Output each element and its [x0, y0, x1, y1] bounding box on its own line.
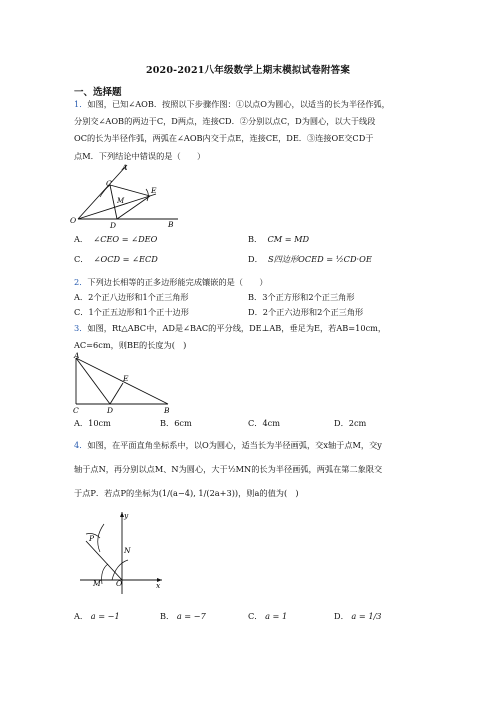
section-heading: 一、选择题	[74, 87, 122, 98]
q4-option-d: D． a = 1/3	[334, 611, 382, 621]
q1-line-1: 如图，已知∠AOB．按照以下步骤作图：①以点O为圆心，以适当的长为半径作弧，	[87, 99, 390, 109]
q3-option-c: C．4cm	[248, 418, 281, 428]
question-2-number: 2．	[74, 277, 88, 287]
q2-option-c: C．1个正五边形和1个正十边形	[74, 307, 189, 317]
q1-label-M: M	[117, 197, 125, 205]
q1-line-2: 分别交∠AOB的两边于C，D两点，连接CD．②分别以点C，D为圆心，以大于线段	[74, 116, 376, 127]
q1-figure	[70, 163, 190, 231]
q4-option-a: A． a = −1	[74, 611, 120, 621]
q1-line-4: 点M．下列结论中错误的是（ ）	[74, 150, 206, 161]
question-1-number: 1．	[74, 99, 88, 109]
q4-option-b: B． a = −7	[160, 611, 206, 621]
q3-label-A: A	[74, 352, 80, 360]
q4-label-O: O	[116, 579, 123, 588]
q4-label-x: x	[156, 581, 161, 590]
q3-label-B: B	[164, 406, 170, 415]
q1-line-3: OC的长为半径作弧，两弧在∠AOB内交于点E，连接CE，DE．③连接OE交CD于	[74, 133, 374, 144]
q1-option-b: B． CM = MD	[248, 234, 310, 244]
q3-label-C: C	[73, 406, 79, 415]
q1-label-D: D	[110, 221, 117, 230]
question-4-number: 4．	[74, 440, 88, 450]
q4-option-c: C． a = 1	[248, 611, 288, 621]
q3-label-E: E	[123, 374, 129, 383]
q1-option-a: A． ∠CEO = ∠DEO	[74, 234, 158, 244]
question-1-stem	[74, 96, 426, 165]
q1-option-d: D． S四边形OCED = ½CD·OE	[248, 254, 372, 264]
q3-option-b: B．6cm	[160, 418, 192, 428]
q3-option-a: A．10cm	[74, 418, 111, 428]
q3-figure	[70, 352, 180, 416]
q4-label-M: M	[93, 579, 101, 588]
q2-option-a: A．2个正八边形和1个正三角形	[74, 292, 189, 302]
page-title: 2020-2021八年级数学上期末模拟试卷附答案	[145, 65, 351, 76]
q2-option-d: D．2个正六边形和2个正三角形	[248, 307, 364, 317]
q4-label-y: y	[124, 511, 129, 520]
q1-label-O: O	[70, 216, 77, 225]
q1-label-B: B	[168, 220, 174, 229]
q1-label-A: A	[122, 163, 128, 172]
q2-option-b: B．3个正方形和2个正三角形	[248, 292, 355, 302]
question-2-stem: 2．下列边长相等的正多边形能完成镶嵌的是（ ）	[74, 277, 268, 287]
q3-option-d: D．2cm	[334, 418, 367, 428]
q4-label-N: N	[124, 546, 131, 555]
q1-label-C: C	[106, 179, 112, 188]
question-3-number: 3．	[74, 323, 88, 333]
q3-label-D: D	[107, 406, 114, 415]
q1-option-c: C． ∠OCD = ∠ECD	[74, 254, 158, 264]
q4-label-P: P	[89, 534, 95, 543]
question-3-stem: 3．如图，Rt△ABC中，AD是∠BAC的平分线，DE⊥AB，垂足为E，若AB=10cm， AC=6cm，则BE的长度为( )	[74, 323, 387, 351]
q1-label-E: E	[151, 186, 157, 195]
question-4-stem: 4．如图，在平面直角坐标系中，以O为圆心，适当长为半径画弧，交x轴于点M，交y 轴于点N，再分别以点M、N为圆心，大于½MN的长为半径画弧，两弧在第二象限交 于点P．若点P的坐标为(1/(a−4), 1/(2a+3))，则a的值为( )	[74, 440, 383, 498]
q4-figure	[76, 508, 166, 598]
